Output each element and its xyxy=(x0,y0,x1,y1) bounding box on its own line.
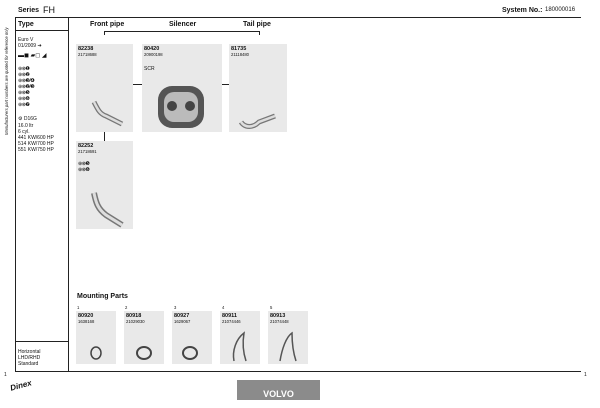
mounting-card-1[interactable] xyxy=(76,311,116,364)
part-reference: 21074448 xyxy=(270,319,289,324)
connector-line xyxy=(221,84,229,85)
part-number: 80911 xyxy=(222,313,237,319)
part-card-silencer[interactable] xyxy=(142,44,222,132)
drive-side-label: LHD/RHD xyxy=(18,355,41,361)
icon-code: ⊕⊗❸/❹ xyxy=(18,78,35,84)
power-3: 551 KW/750 HP xyxy=(18,147,54,153)
connector-line xyxy=(104,132,105,141)
part-number: 80927 xyxy=(174,313,190,319)
standard-label: Standard xyxy=(18,361,39,367)
right-page-number: 1 xyxy=(584,372,587,378)
euro-label: Euro V xyxy=(18,37,34,43)
part-reference: 1638168 xyxy=(78,319,95,324)
brand-banner: VOLVO xyxy=(237,380,320,400)
front-pipe-header: Front pipe xyxy=(90,21,125,28)
silencer-icon xyxy=(142,44,222,132)
icon-codes xyxy=(18,66,34,108)
sidebar-divider xyxy=(68,17,69,371)
clamp-icon xyxy=(172,311,212,364)
orientation-label: Horizontal xyxy=(18,349,41,355)
power-2: 514 KW/700 HP xyxy=(18,141,54,147)
part-number: 80918 xyxy=(126,313,142,319)
mounting-index: 2 xyxy=(125,305,128,310)
strap-icon xyxy=(268,311,308,364)
footer-rule xyxy=(15,371,581,372)
mounting-card-3[interactable] xyxy=(172,311,212,364)
type-label: Type xyxy=(18,21,34,28)
mounting-index: 1 xyxy=(77,305,80,310)
tail-pipe-icon xyxy=(229,44,287,132)
displacement-label: 16.0 ltr xyxy=(18,123,34,129)
part-number: 81735 xyxy=(231,46,247,52)
mounting-title: Mounting Parts xyxy=(77,293,128,300)
tail-pipe-header: Tail pipe xyxy=(243,21,271,28)
part-number: 80913 xyxy=(270,313,286,319)
series-label: Series xyxy=(18,7,40,14)
part-number: 80420 xyxy=(144,46,160,52)
power-1: 441 KW/600 HP xyxy=(18,135,54,141)
icon-code: ⊕⊗❻ xyxy=(78,167,90,173)
system-value: 180000016 xyxy=(545,7,576,13)
part-number: 80920 xyxy=(78,313,94,319)
silencer-header: Silencer xyxy=(169,21,197,28)
part-reference: 21718688 xyxy=(78,52,97,57)
mounting-index: 5 xyxy=(270,305,273,310)
part-card-front-pipe-alt[interactable] xyxy=(76,141,133,229)
icon-code: ⊕⊗❺ xyxy=(18,90,30,96)
part-reference: 20900198 xyxy=(144,52,163,57)
icon-code: ⊕⊗❻ xyxy=(18,96,30,102)
vehicle-icons: ▬◼ ▰◻ ◢ xyxy=(18,53,47,59)
part-reference: 21074446 xyxy=(222,319,241,324)
icon-code: ⊕⊗❷/❸ xyxy=(18,84,35,90)
icon-code: ⊕⊗❺ xyxy=(78,161,90,167)
part-reference: 21029030 xyxy=(126,319,145,324)
header-rule xyxy=(15,17,581,18)
part-card-tail-pipe[interactable] xyxy=(229,44,287,132)
mounting-card-2[interactable] xyxy=(124,311,164,364)
mounting-card-4[interactable] xyxy=(220,311,260,364)
date-label: 01/2009 ➔ xyxy=(18,43,42,49)
mounting-index: 3 xyxy=(174,305,177,310)
icon-code: ⊕⊗❶ xyxy=(18,66,30,72)
vertical-note: Manufacturers part numbers are quoted for reference only xyxy=(4,27,9,135)
part-reference: 1629067 xyxy=(174,319,191,324)
dinex-logo: Dinex xyxy=(9,378,33,393)
header-bracket xyxy=(104,31,260,32)
part-number: 82238 xyxy=(78,46,94,52)
front-pipe-icon xyxy=(76,141,133,229)
series-value: FH xyxy=(43,5,55,15)
clamp-icon xyxy=(124,311,164,364)
front-pipe-icon xyxy=(76,44,133,132)
part-reference: 21718691 xyxy=(78,149,97,154)
strap-icon xyxy=(220,311,260,364)
part-number: 82252 xyxy=(78,143,94,149)
icon-code: ⊕⊗❼ xyxy=(18,102,30,108)
clamp-icon xyxy=(76,311,116,364)
icon-code: ⊕⊗❷ xyxy=(18,72,30,78)
cylinders-label: 6 cyl. xyxy=(18,129,30,135)
mounting-index: 4 xyxy=(222,305,225,310)
bottom-rule xyxy=(15,341,68,342)
mounting-card-5[interactable] xyxy=(268,311,308,364)
engine-label: ⚙ D16G xyxy=(18,116,37,122)
part-card-front-pipe[interactable] xyxy=(76,44,133,132)
sidebar-border xyxy=(15,17,16,371)
system-label: System No.: xyxy=(502,7,543,14)
left-page-number: 1 xyxy=(4,372,7,378)
part-reference: 21118480 xyxy=(231,52,250,57)
part-note: SCR xyxy=(144,66,155,72)
type-rule xyxy=(15,30,68,31)
gear-icon: ⚙ xyxy=(18,116,23,122)
arrow-right-icon: ➔ xyxy=(37,43,42,49)
